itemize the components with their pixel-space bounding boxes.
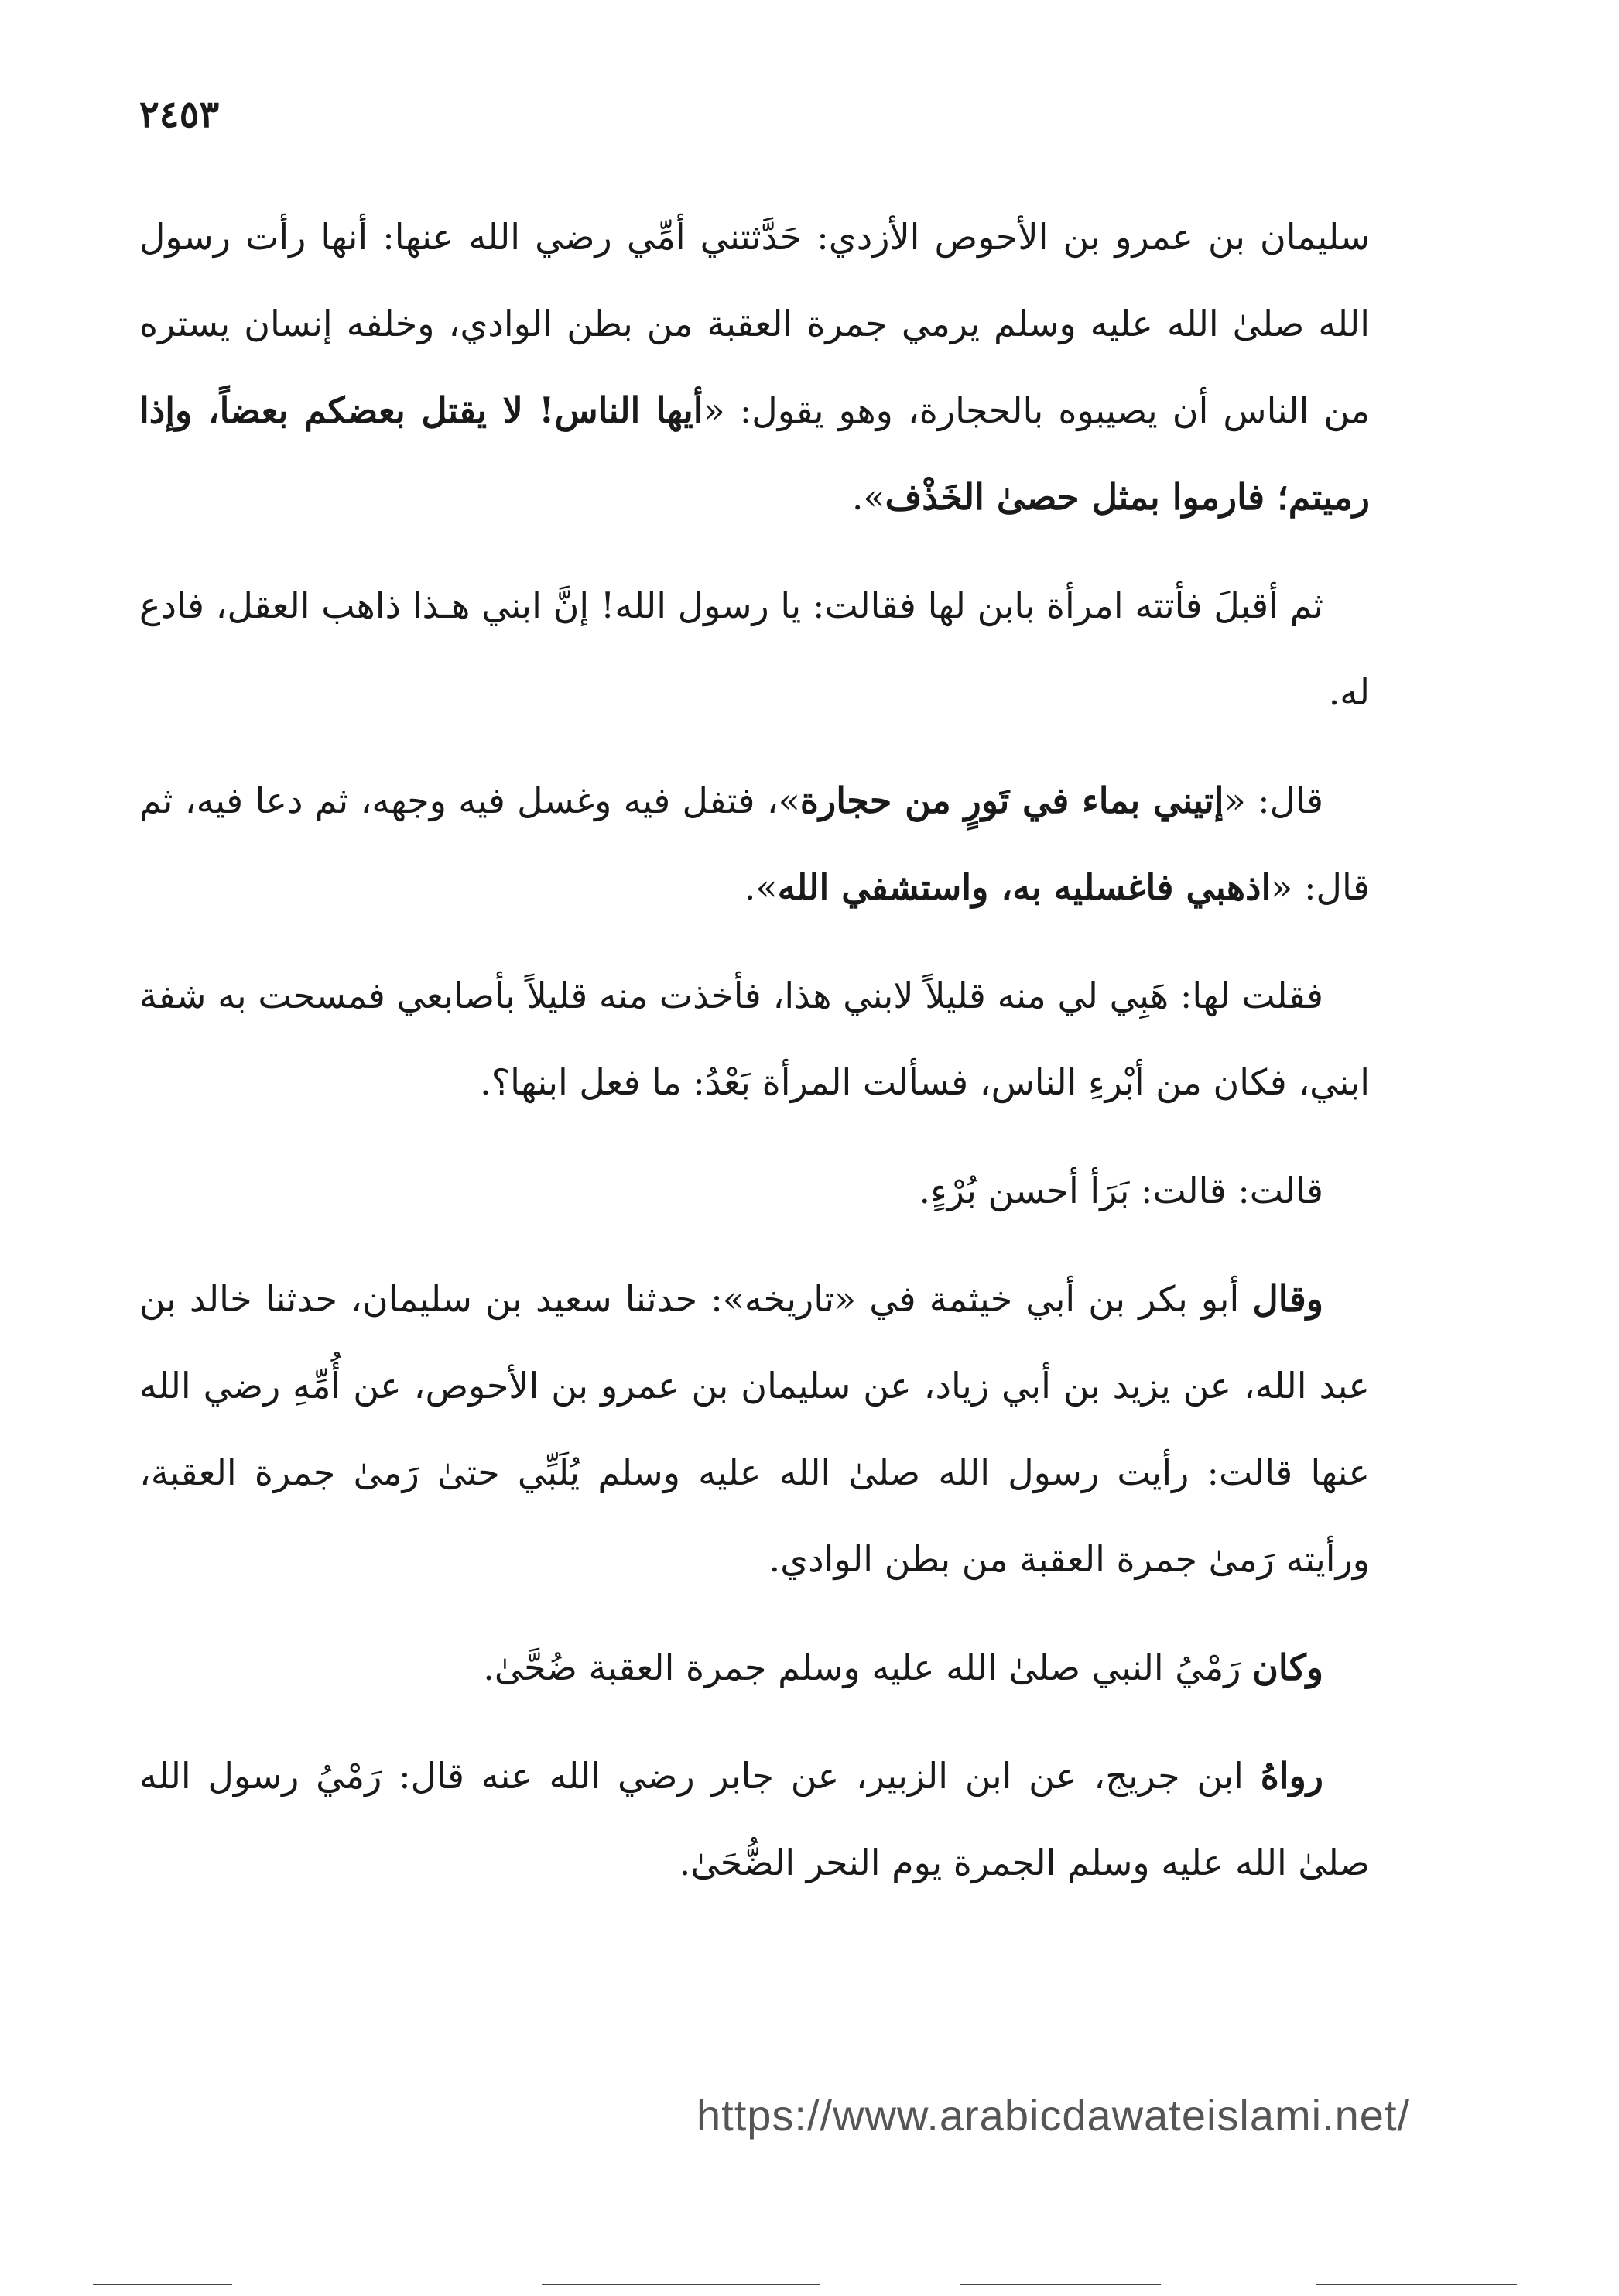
paragraph-6 [139, 1256, 1370, 1602]
page-number: ٢٤٥٣ [139, 93, 220, 136]
text-segment: رَمْيُ النبي صلىٰ الله عليه وسلم جمرة العقبة ضُحَّىٰ. [483, 1647, 1253, 1688]
text-segment: فقلت لها: هَبِي لي منه قليلاً لابني هذا، فأخذت منه قليلاً بأصابعي فمسحت به شفة ابني، فكان من أبْرءِ الناس، فسألت المرأة بَعْدُ: ما فعل ابنها؟. [139, 975, 1370, 1103]
lead-word: رواهُ [1260, 1755, 1323, 1797]
paragraph-5 [139, 1147, 1370, 1234]
paragraph-8 [139, 1732, 1370, 1906]
paragraph-4 [139, 952, 1370, 1126]
paragraph-7 [139, 1624, 1370, 1711]
paragraph-2 [139, 562, 1370, 735]
text-segment: ابن جريج، عن ابن الزبير، عن جابر رضي الله عنه قال: رَمْيُ رسول الله صلىٰ الله عليه وسلم الجمرة يوم النحر الضُّحَىٰ. [139, 1755, 1370, 1883]
footer-rule [542, 2284, 820, 2285]
paragraph-1 [139, 194, 1370, 540]
lead-word: وكان [1252, 1647, 1323, 1688]
hadith-quote: أيها الناس! لا يقتل بعضكم بعضاً، وإذا رميتم؛ فارموا بمثل حصىٰ الخَذْف [139, 389, 1370, 518]
hadith-quote: إتيني بماء في تَورٍ من حجارة [799, 780, 1224, 821]
watermark-url: https://www.arabicdawateislami.net/ [697, 2091, 1411, 2140]
hadith-quote: اذهبي فاغسليه به، واستشفي الله [777, 866, 1272, 908]
text-segment: ». [744, 866, 778, 908]
text-segment: قالت: قالت: بَرَأ أحسن بُرْءٍ. [919, 1170, 1323, 1211]
text-segment: سليمان بن عمرو بن الأحوص الأزدي: حَدَّثتني أمِّي رضي الله عنها: أنها رأت رسول الله صلىٰ الله عليه وسلم يرمي جمرة العقبة من بطن الوادي، وخلفه إنسان يستره من الناس أن يصيبوه بالحجارة، وهو يقول: « [139, 216, 1371, 431]
text-segment: قال: « [1224, 780, 1323, 821]
text-segment: »، فتفل فيه وغسل فيه وجهه، ثم دعا فيه، ثم قال: « [139, 780, 1370, 908]
lead-word: وقال [1252, 1278, 1323, 1320]
footer-rule [960, 2284, 1161, 2285]
text-segment: ثم أقبلَ فأتته امرأة بابن لها فقالت: يا رسول الله! إنَّ ابني هـذا ذاهب العقل، فادع له. [139, 584, 1370, 713]
text-segment: أبو بكر بن أبي خيثمة في «تاريخه»: حدثنا سعيد بن سليمان، حدثنا خالد بن عبد الله، عن يزيد بن أبي زياد، عن سليمان بن عمرو بن الأحوص، عن أُمِّهِ رضي الله عنها قالت: رأيت رسول الله صلىٰ الله عليه وسلم يُلَبِّي حتىٰ رَمىٰ جمرة العقبة، ورأيته رَمىٰ جمرة العقبة من بطن الوادي. [139, 1278, 1370, 1580]
text-body [139, 194, 1370, 1928]
paragraph-3 [139, 757, 1370, 930]
footer-rule [1316, 2284, 1517, 2285]
footer-rule [93, 2284, 232, 2285]
text-segment: ». [851, 476, 885, 518]
